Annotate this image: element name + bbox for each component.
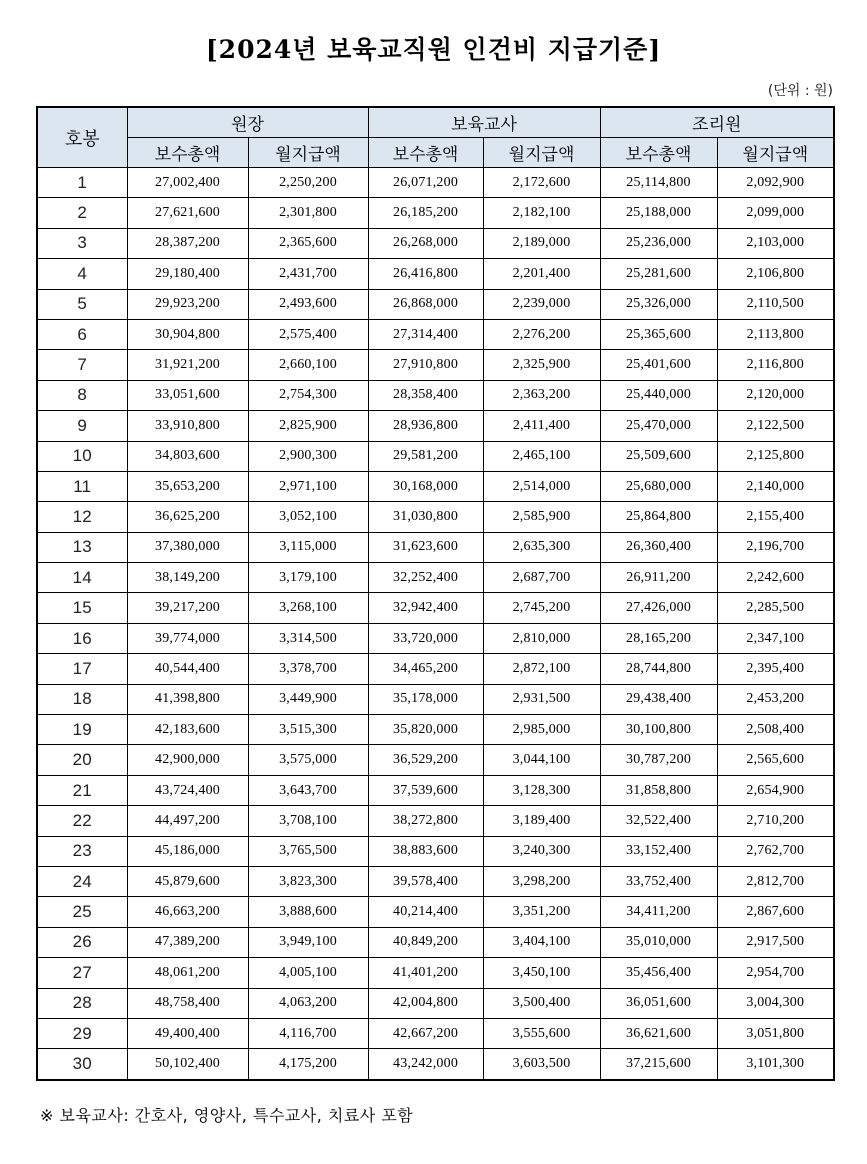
teacher-monthly-cell: 2,687,700 (483, 563, 600, 593)
hobong-cell: 22 (37, 806, 127, 836)
teacher-total-cell: 29,581,200 (368, 441, 483, 471)
teacher-total-cell: 26,416,800 (368, 259, 483, 289)
director-total-cell: 39,774,000 (127, 623, 248, 653)
hobong-cell: 17 (37, 654, 127, 684)
director-total-cell: 42,183,600 (127, 715, 248, 745)
teacher-monthly-cell: 3,500,400 (483, 988, 600, 1018)
cook-total-cell: 30,787,200 (600, 745, 717, 775)
teacher-monthly-cell: 2,985,000 (483, 715, 600, 745)
hobong-cell: 21 (37, 775, 127, 805)
teacher-monthly-cell: 3,044,100 (483, 745, 600, 775)
table-row (37, 380, 834, 410)
table-row (37, 715, 834, 745)
director-monthly-cell: 3,515,300 (248, 715, 368, 745)
hobong-cell: 13 (37, 532, 127, 562)
header-group-teacher: 보육교사 (368, 107, 600, 138)
teacher-total-cell: 30,168,000 (368, 471, 483, 501)
table-body (37, 168, 834, 1080)
table-row (37, 897, 834, 927)
table-row (37, 1049, 834, 1080)
teacher-monthly-cell: 2,363,200 (483, 380, 600, 410)
cook-monthly-cell: 2,285,500 (717, 593, 834, 623)
director-total-cell: 48,061,200 (127, 958, 248, 988)
cook-monthly-cell: 2,122,500 (717, 411, 834, 441)
table-row (37, 654, 834, 684)
hobong-cell: 30 (37, 1049, 127, 1080)
cook-total-cell: 25,114,800 (600, 168, 717, 198)
cook-monthly-cell: 2,565,600 (717, 745, 834, 775)
hobong-cell: 1 (37, 168, 127, 198)
header-teacher-total: 보수총액 (368, 138, 483, 168)
director-monthly-cell: 2,431,700 (248, 259, 368, 289)
teacher-monthly-cell: 3,555,600 (483, 1018, 600, 1048)
teacher-total-cell: 26,268,000 (368, 228, 483, 258)
teacher-monthly-cell: 2,465,100 (483, 441, 600, 471)
cook-total-cell: 25,326,000 (600, 289, 717, 319)
director-monthly-cell: 3,314,500 (248, 623, 368, 653)
hobong-cell: 24 (37, 866, 127, 896)
hobong-cell: 5 (37, 289, 127, 319)
director-total-cell: 37,380,000 (127, 532, 248, 562)
director-monthly-cell: 2,660,100 (248, 350, 368, 380)
cook-monthly-cell: 2,242,600 (717, 563, 834, 593)
table-row (37, 866, 834, 896)
director-monthly-cell: 3,823,300 (248, 866, 368, 896)
director-total-cell: 38,149,200 (127, 563, 248, 593)
table-row (37, 563, 834, 593)
teacher-total-cell: 28,936,800 (368, 411, 483, 441)
teacher-total-cell: 26,185,200 (368, 198, 483, 228)
director-monthly-cell: 3,575,000 (248, 745, 368, 775)
teacher-total-cell: 38,883,600 (368, 836, 483, 866)
cook-total-cell: 25,470,000 (600, 411, 717, 441)
cook-monthly-cell: 2,710,200 (717, 806, 834, 836)
table-row (37, 593, 834, 623)
table-row (37, 289, 834, 319)
teacher-monthly-cell: 2,585,900 (483, 502, 600, 532)
director-monthly-cell: 2,575,400 (248, 319, 368, 349)
hobong-cell: 20 (37, 745, 127, 775)
director-total-cell: 34,803,600 (127, 441, 248, 471)
cook-monthly-cell: 2,762,700 (717, 836, 834, 866)
teacher-total-cell: 42,667,200 (368, 1018, 483, 1048)
hobong-cell: 4 (37, 259, 127, 289)
footnote: ※ 보육교사: 간호사, 영양사, 특수교사, 치료사 포함 (40, 1106, 414, 1125)
cook-total-cell: 26,360,400 (600, 532, 717, 562)
cook-total-cell: 37,215,600 (600, 1049, 717, 1080)
table-row (37, 350, 834, 380)
teacher-monthly-cell: 2,931,500 (483, 684, 600, 714)
cook-total-cell: 25,864,800 (600, 502, 717, 532)
cook-monthly-cell: 2,196,700 (717, 532, 834, 562)
cook-total-cell: 35,010,000 (600, 927, 717, 957)
header-cook-monthly: 월지급액 (717, 138, 834, 168)
director-monthly-cell: 3,115,000 (248, 532, 368, 562)
hobong-cell: 23 (37, 836, 127, 866)
cook-total-cell: 36,621,600 (600, 1018, 717, 1048)
teacher-total-cell: 43,242,000 (368, 1049, 483, 1080)
director-total-cell: 31,921,200 (127, 350, 248, 380)
teacher-monthly-cell: 3,404,100 (483, 927, 600, 957)
teacher-total-cell: 35,178,000 (368, 684, 483, 714)
cook-monthly-cell: 2,120,000 (717, 380, 834, 410)
table-row (37, 745, 834, 775)
teacher-monthly-cell: 2,514,000 (483, 471, 600, 501)
teacher-monthly-cell: 2,189,000 (483, 228, 600, 258)
hobong-cell: 7 (37, 350, 127, 380)
table-row (37, 198, 834, 228)
director-total-cell: 50,102,400 (127, 1049, 248, 1080)
cook-monthly-cell: 2,125,800 (717, 441, 834, 471)
teacher-monthly-cell: 2,276,200 (483, 319, 600, 349)
director-total-cell: 44,497,200 (127, 806, 248, 836)
hobong-cell: 11 (37, 471, 127, 501)
teacher-total-cell: 35,820,000 (368, 715, 483, 745)
cook-total-cell: 28,744,800 (600, 654, 717, 684)
director-total-cell: 43,724,400 (127, 775, 248, 805)
cook-monthly-cell: 3,051,800 (717, 1018, 834, 1048)
header-cook-total: 보수총액 (600, 138, 717, 168)
cook-total-cell: 36,051,600 (600, 988, 717, 1018)
header-director-monthly: 월지급액 (248, 138, 368, 168)
teacher-total-cell: 27,910,800 (368, 350, 483, 380)
teacher-monthly-cell: 3,128,300 (483, 775, 600, 805)
table-row (37, 441, 834, 471)
cook-total-cell: 25,509,600 (600, 441, 717, 471)
cook-total-cell: 25,188,000 (600, 198, 717, 228)
table-row (37, 1018, 834, 1048)
cook-monthly-cell: 2,103,000 (717, 228, 834, 258)
table-row (37, 168, 834, 198)
cook-total-cell: 25,680,000 (600, 471, 717, 501)
teacher-total-cell: 41,401,200 (368, 958, 483, 988)
director-monthly-cell: 2,250,200 (248, 168, 368, 198)
hobong-cell: 25 (37, 897, 127, 927)
cook-monthly-cell: 2,113,800 (717, 319, 834, 349)
cook-total-cell: 32,522,400 (600, 806, 717, 836)
cook-total-cell: 25,440,000 (600, 380, 717, 410)
cook-monthly-cell: 2,106,800 (717, 259, 834, 289)
table-row (37, 623, 834, 653)
teacher-total-cell: 28,358,400 (368, 380, 483, 410)
unit-label: (단위 : 원) (767, 83, 833, 99)
teacher-monthly-cell: 2,201,400 (483, 259, 600, 289)
director-total-cell: 45,879,600 (127, 866, 248, 896)
hobong-cell: 15 (37, 593, 127, 623)
teacher-total-cell: 26,071,200 (368, 168, 483, 198)
hobong-cell: 28 (37, 988, 127, 1018)
teacher-total-cell: 40,214,400 (368, 897, 483, 927)
table-row (37, 411, 834, 441)
director-total-cell: 27,621,600 (127, 198, 248, 228)
cook-monthly-cell: 2,812,700 (717, 866, 834, 896)
table-row (37, 775, 834, 805)
table-row (37, 958, 834, 988)
header-group-director: 원장 (127, 107, 368, 138)
teacher-monthly-cell: 2,182,100 (483, 198, 600, 228)
hobong-cell: 3 (37, 228, 127, 258)
hobong-cell: 29 (37, 1018, 127, 1048)
header-group-cook: 조리원 (600, 107, 834, 138)
cook-total-cell: 28,165,200 (600, 623, 717, 653)
cook-monthly-cell: 2,140,000 (717, 471, 834, 501)
director-monthly-cell: 2,301,800 (248, 198, 368, 228)
director-total-cell: 47,389,200 (127, 927, 248, 957)
cook-monthly-cell: 2,453,200 (717, 684, 834, 714)
director-monthly-cell: 3,052,100 (248, 502, 368, 532)
cook-monthly-cell: 2,347,100 (717, 623, 834, 653)
director-monthly-cell: 2,365,600 (248, 228, 368, 258)
cook-monthly-cell: 2,092,900 (717, 168, 834, 198)
teacher-monthly-cell: 3,240,300 (483, 836, 600, 866)
teacher-monthly-cell: 2,810,000 (483, 623, 600, 653)
director-monthly-cell: 4,116,700 (248, 1018, 368, 1048)
cook-monthly-cell: 2,155,400 (717, 502, 834, 532)
cook-total-cell: 25,281,600 (600, 259, 717, 289)
cook-monthly-cell: 2,395,400 (717, 654, 834, 684)
teacher-total-cell: 39,578,400 (368, 866, 483, 896)
hobong-cell: 26 (37, 927, 127, 957)
hobong-cell: 27 (37, 958, 127, 988)
teacher-monthly-cell: 3,298,200 (483, 866, 600, 896)
teacher-total-cell: 32,252,400 (368, 563, 483, 593)
director-total-cell: 48,758,400 (127, 988, 248, 1018)
header-teacher-monthly: 월지급액 (483, 138, 600, 168)
salary-table (36, 106, 835, 1081)
director-total-cell: 27,002,400 (127, 168, 248, 198)
director-total-cell: 42,900,000 (127, 745, 248, 775)
director-monthly-cell: 3,449,900 (248, 684, 368, 714)
teacher-total-cell: 31,030,800 (368, 502, 483, 532)
page-title: [2024년 보육교직원 인건비 지급기준] (205, 35, 662, 64)
table-row (37, 806, 834, 836)
cook-monthly-cell: 2,110,500 (717, 289, 834, 319)
director-monthly-cell: 3,765,500 (248, 836, 368, 866)
director-total-cell: 30,904,800 (127, 319, 248, 349)
teacher-monthly-cell: 2,325,900 (483, 350, 600, 380)
table-row (37, 319, 834, 349)
director-monthly-cell: 3,378,700 (248, 654, 368, 684)
teacher-monthly-cell: 3,351,200 (483, 897, 600, 927)
teacher-total-cell: 26,868,000 (368, 289, 483, 319)
cook-total-cell: 33,752,400 (600, 866, 717, 896)
cook-total-cell: 27,426,000 (600, 593, 717, 623)
director-monthly-cell: 4,005,100 (248, 958, 368, 988)
cook-monthly-cell: 2,954,700 (717, 958, 834, 988)
director-total-cell: 39,217,200 (127, 593, 248, 623)
teacher-monthly-cell: 2,745,200 (483, 593, 600, 623)
teacher-total-cell: 27,314,400 (368, 319, 483, 349)
teacher-monthly-cell: 3,450,100 (483, 958, 600, 988)
teacher-monthly-cell: 3,603,500 (483, 1049, 600, 1080)
table-row (37, 502, 834, 532)
director-monthly-cell: 3,179,100 (248, 563, 368, 593)
director-monthly-cell: 2,900,300 (248, 441, 368, 471)
table-row (37, 927, 834, 957)
director-total-cell: 33,051,600 (127, 380, 248, 410)
hobong-cell: 19 (37, 715, 127, 745)
director-monthly-cell: 4,175,200 (248, 1049, 368, 1080)
table-row (37, 836, 834, 866)
teacher-total-cell: 37,539,600 (368, 775, 483, 805)
cook-monthly-cell: 2,116,800 (717, 350, 834, 380)
hobong-cell: 9 (37, 411, 127, 441)
cook-total-cell: 25,401,600 (600, 350, 717, 380)
cook-monthly-cell: 2,508,400 (717, 715, 834, 745)
director-monthly-cell: 2,971,100 (248, 471, 368, 501)
teacher-total-cell: 31,623,600 (368, 532, 483, 562)
hobong-cell: 6 (37, 319, 127, 349)
director-total-cell: 40,544,400 (127, 654, 248, 684)
table-row (37, 532, 834, 562)
director-total-cell: 46,663,200 (127, 897, 248, 927)
director-total-cell: 41,398,800 (127, 684, 248, 714)
hobong-cell: 2 (37, 198, 127, 228)
director-monthly-cell: 3,708,100 (248, 806, 368, 836)
director-total-cell: 49,400,400 (127, 1018, 248, 1048)
teacher-total-cell: 34,465,200 (368, 654, 483, 684)
cook-monthly-cell: 2,654,900 (717, 775, 834, 805)
cook-total-cell: 26,911,200 (600, 563, 717, 593)
director-total-cell: 45,186,000 (127, 836, 248, 866)
table-row (37, 259, 834, 289)
cook-total-cell: 30,100,800 (600, 715, 717, 745)
director-monthly-cell: 3,268,100 (248, 593, 368, 623)
hobong-cell: 18 (37, 684, 127, 714)
cook-total-cell: 34,411,200 (600, 897, 717, 927)
teacher-monthly-cell: 2,411,400 (483, 411, 600, 441)
director-monthly-cell: 3,949,100 (248, 927, 368, 957)
hobong-cell: 10 (37, 441, 127, 471)
director-monthly-cell: 3,888,600 (248, 897, 368, 927)
cook-total-cell: 33,152,400 (600, 836, 717, 866)
teacher-monthly-cell: 2,635,300 (483, 532, 600, 562)
director-total-cell: 28,387,200 (127, 228, 248, 258)
header-director-total: 보수총액 (127, 138, 248, 168)
hobong-cell: 14 (37, 563, 127, 593)
teacher-monthly-cell: 2,872,100 (483, 654, 600, 684)
cook-total-cell: 35,456,400 (600, 958, 717, 988)
table-row (37, 684, 834, 714)
cook-total-cell: 25,236,000 (600, 228, 717, 258)
director-total-cell: 29,180,400 (127, 259, 248, 289)
teacher-total-cell: 38,272,800 (368, 806, 483, 836)
cook-total-cell: 31,858,800 (600, 775, 717, 805)
director-monthly-cell: 2,754,300 (248, 380, 368, 410)
header-hobong: 호봉 (37, 107, 127, 168)
teacher-monthly-cell: 3,189,400 (483, 806, 600, 836)
teacher-total-cell: 40,849,200 (368, 927, 483, 957)
cook-total-cell: 29,438,400 (600, 684, 717, 714)
director-total-cell: 33,910,800 (127, 411, 248, 441)
cook-monthly-cell: 3,004,300 (717, 988, 834, 1018)
cook-monthly-cell: 2,917,500 (717, 927, 834, 957)
teacher-monthly-cell: 2,172,600 (483, 168, 600, 198)
table-row (37, 988, 834, 1018)
cook-monthly-cell: 3,101,300 (717, 1049, 834, 1080)
hobong-cell: 12 (37, 502, 127, 532)
director-monthly-cell: 2,493,600 (248, 289, 368, 319)
teacher-total-cell: 36,529,200 (368, 745, 483, 775)
director-monthly-cell: 2,825,900 (248, 411, 368, 441)
cook-total-cell: 25,365,600 (600, 319, 717, 349)
director-total-cell: 29,923,200 (127, 289, 248, 319)
cook-monthly-cell: 2,867,600 (717, 897, 834, 927)
cook-monthly-cell: 2,099,000 (717, 198, 834, 228)
table-row (37, 228, 834, 258)
table-row (37, 471, 834, 501)
teacher-monthly-cell: 2,239,000 (483, 289, 600, 319)
teacher-total-cell: 33,720,000 (368, 623, 483, 653)
hobong-cell: 16 (37, 623, 127, 653)
hobong-cell: 8 (37, 380, 127, 410)
director-monthly-cell: 4,063,200 (248, 988, 368, 1018)
teacher-total-cell: 32,942,400 (368, 593, 483, 623)
director-total-cell: 36,625,200 (127, 502, 248, 532)
director-total-cell: 35,653,200 (127, 471, 248, 501)
teacher-total-cell: 42,004,800 (368, 988, 483, 1018)
director-monthly-cell: 3,643,700 (248, 775, 368, 805)
